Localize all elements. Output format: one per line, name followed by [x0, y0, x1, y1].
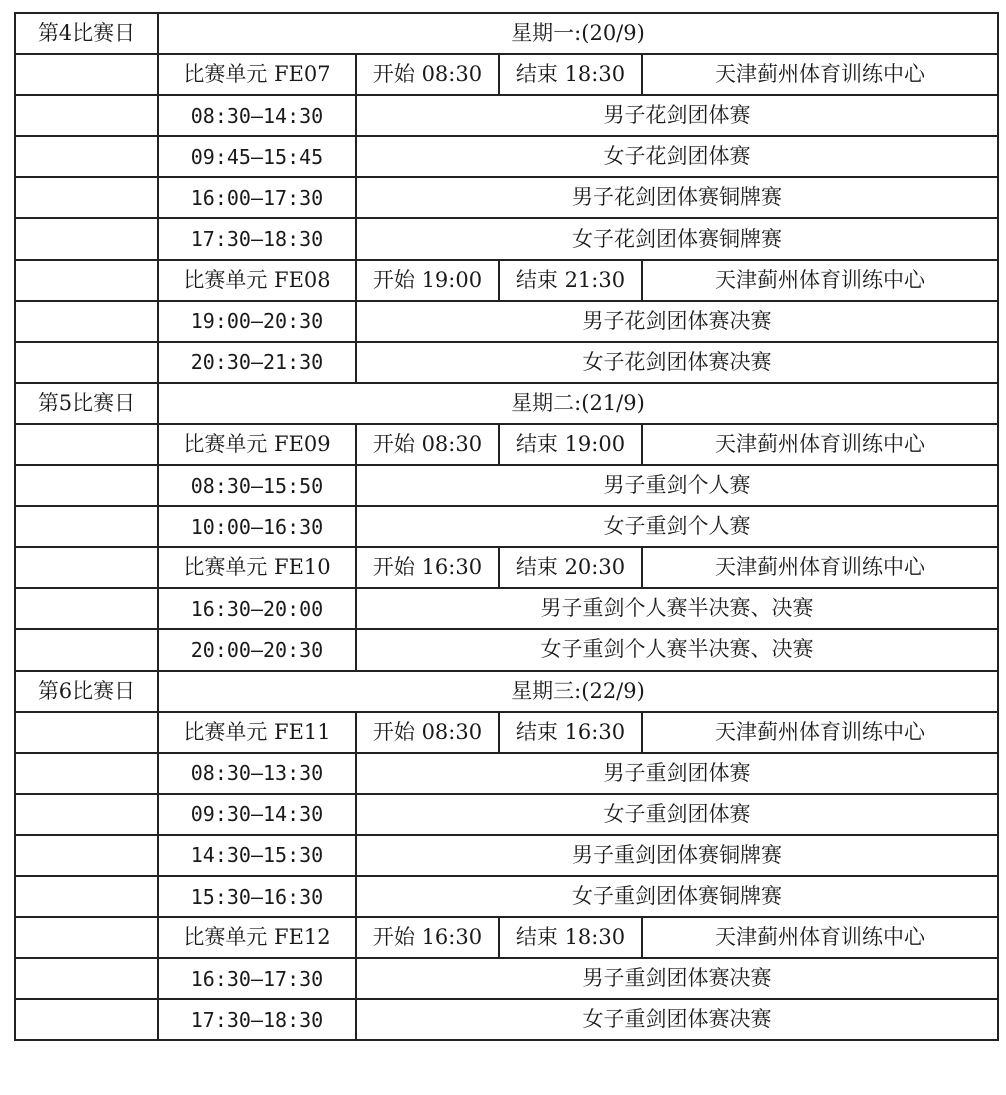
day-label: 第4比赛日 — [15, 13, 158, 54]
event-time: 15:30—16:30 — [158, 876, 356, 917]
event-time: 16:30—17:30 — [158, 958, 356, 999]
day-header-row — [15, 671, 998, 712]
day-weekday: 星期三:(22/9) — [158, 671, 998, 712]
event-time: 20:30—21:30 — [158, 342, 356, 383]
event-row — [15, 136, 998, 177]
event-name: 男子花剑团体赛 — [356, 95, 998, 136]
session-row — [15, 54, 998, 95]
session-unit: 比赛单元 FE11 — [158, 712, 356, 753]
session-venue: 天津蓟州体育训练中心 — [642, 54, 998, 95]
session-unit: 比赛单元 FE09 — [158, 424, 356, 465]
session-end: 结束 18:30 — [499, 54, 642, 95]
session-unit: 比赛单元 FE10 — [158, 547, 356, 588]
session-row — [15, 917, 998, 958]
event-time: 16:30—20:00 — [158, 588, 356, 629]
session-end: 结束 19:00 — [499, 424, 642, 465]
event-row — [15, 465, 998, 506]
event-row — [15, 876, 998, 917]
empty-day-cell — [15, 958, 158, 999]
session-end: 结束 21:30 — [499, 260, 642, 301]
empty-day-cell — [15, 629, 158, 670]
event-name: 女子花剑团体赛决赛 — [356, 342, 998, 383]
event-row — [15, 588, 998, 629]
session-venue: 天津蓟州体育训练中心 — [642, 424, 998, 465]
event-time: 20:00—20:30 — [158, 629, 356, 670]
session-row — [15, 260, 998, 301]
event-name: 男子花剑团体赛铜牌赛 — [356, 177, 998, 218]
session-venue: 天津蓟州体育训练中心 — [642, 260, 998, 301]
event-name: 男子重剑个人赛 — [356, 465, 998, 506]
event-name: 女子花剑团体赛铜牌赛 — [356, 218, 998, 259]
empty-day-cell — [15, 588, 158, 629]
empty-day-cell — [15, 136, 158, 177]
empty-day-cell — [15, 424, 158, 465]
session-start: 开始 08:30 — [356, 424, 499, 465]
empty-day-cell — [15, 260, 158, 301]
event-time: 19:00—20:30 — [158, 301, 356, 342]
event-row — [15, 342, 998, 383]
event-time: 10:00—16:30 — [158, 506, 356, 547]
session-venue: 天津蓟州体育训练中心 — [642, 917, 998, 958]
event-row — [15, 794, 998, 835]
event-name: 女子重剑团体赛铜牌赛 — [356, 876, 998, 917]
event-time: 09:45—15:45 — [158, 136, 356, 177]
event-row — [15, 95, 998, 136]
day-label: 第5比赛日 — [15, 383, 158, 424]
session-unit: 比赛单元 FE07 — [158, 54, 356, 95]
event-name: 男子重剑团体赛 — [356, 753, 998, 794]
event-time: 08:30—13:30 — [158, 753, 356, 794]
schedule-body — [15, 13, 998, 1040]
event-time: 17:30—18:30 — [158, 218, 356, 259]
day-header-row — [15, 13, 998, 54]
event-name: 女子重剑个人赛 — [356, 506, 998, 547]
session-end: 结束 16:30 — [499, 712, 642, 753]
empty-day-cell — [15, 876, 158, 917]
event-time: 14:30—15:30 — [158, 835, 356, 876]
session-start: 开始 19:00 — [356, 260, 499, 301]
event-name: 男子重剑团体赛铜牌赛 — [356, 835, 998, 876]
event-row — [15, 753, 998, 794]
empty-day-cell — [15, 465, 158, 506]
event-row — [15, 218, 998, 259]
empty-day-cell — [15, 218, 158, 259]
session-end: 结束 20:30 — [499, 547, 642, 588]
session-unit: 比赛单元 FE12 — [158, 917, 356, 958]
empty-day-cell — [15, 753, 158, 794]
empty-day-cell — [15, 712, 158, 753]
event-row — [15, 629, 998, 670]
event-name: 女子重剑团体赛 — [356, 794, 998, 835]
empty-day-cell — [15, 917, 158, 958]
event-row — [15, 958, 998, 999]
event-row — [15, 506, 998, 547]
event-row — [15, 177, 998, 218]
empty-day-cell — [15, 177, 158, 218]
event-row — [15, 835, 998, 876]
event-time: 08:30—14:30 — [158, 95, 356, 136]
event-name: 女子花剑团体赛 — [356, 136, 998, 177]
event-time: 16:00—17:30 — [158, 177, 356, 218]
empty-day-cell — [15, 835, 158, 876]
session-start: 开始 16:30 — [356, 547, 499, 588]
session-row — [15, 547, 998, 588]
event-name: 男子花剑团体赛决赛 — [356, 301, 998, 342]
session-unit: 比赛单元 FE08 — [158, 260, 356, 301]
event-row — [15, 301, 998, 342]
event-time: 17:30—18:30 — [158, 999, 356, 1040]
empty-day-cell — [15, 999, 158, 1040]
event-name: 女子重剑团体赛决赛 — [356, 999, 998, 1040]
empty-day-cell — [15, 794, 158, 835]
event-name: 男子重剑团体赛决赛 — [356, 958, 998, 999]
session-venue: 天津蓟州体育训练中心 — [642, 712, 998, 753]
day-label: 第6比赛日 — [15, 671, 158, 712]
event-row — [15, 999, 998, 1040]
empty-day-cell — [15, 54, 158, 95]
session-start: 开始 16:30 — [356, 917, 499, 958]
empty-day-cell — [15, 506, 158, 547]
event-name: 男子重剑个人赛半决赛、决赛 — [356, 588, 998, 629]
session-row — [15, 712, 998, 753]
session-start: 开始 08:30 — [356, 712, 499, 753]
empty-day-cell — [15, 547, 158, 588]
empty-day-cell — [15, 95, 158, 136]
empty-day-cell — [15, 301, 158, 342]
session-start: 开始 08:30 — [356, 54, 499, 95]
empty-day-cell — [15, 342, 158, 383]
schedule-table — [14, 12, 999, 1041]
day-weekday: 星期一:(20/9) — [158, 13, 998, 54]
event-name: 女子重剑个人赛半决赛、决赛 — [356, 629, 998, 670]
day-header-row — [15, 383, 998, 424]
session-venue: 天津蓟州体育训练中心 — [642, 547, 998, 588]
event-time: 08:30—15:50 — [158, 465, 356, 506]
event-time: 09:30—14:30 — [158, 794, 356, 835]
day-weekday: 星期二:(21/9) — [158, 383, 998, 424]
session-row — [15, 424, 998, 465]
session-end: 结束 18:30 — [499, 917, 642, 958]
